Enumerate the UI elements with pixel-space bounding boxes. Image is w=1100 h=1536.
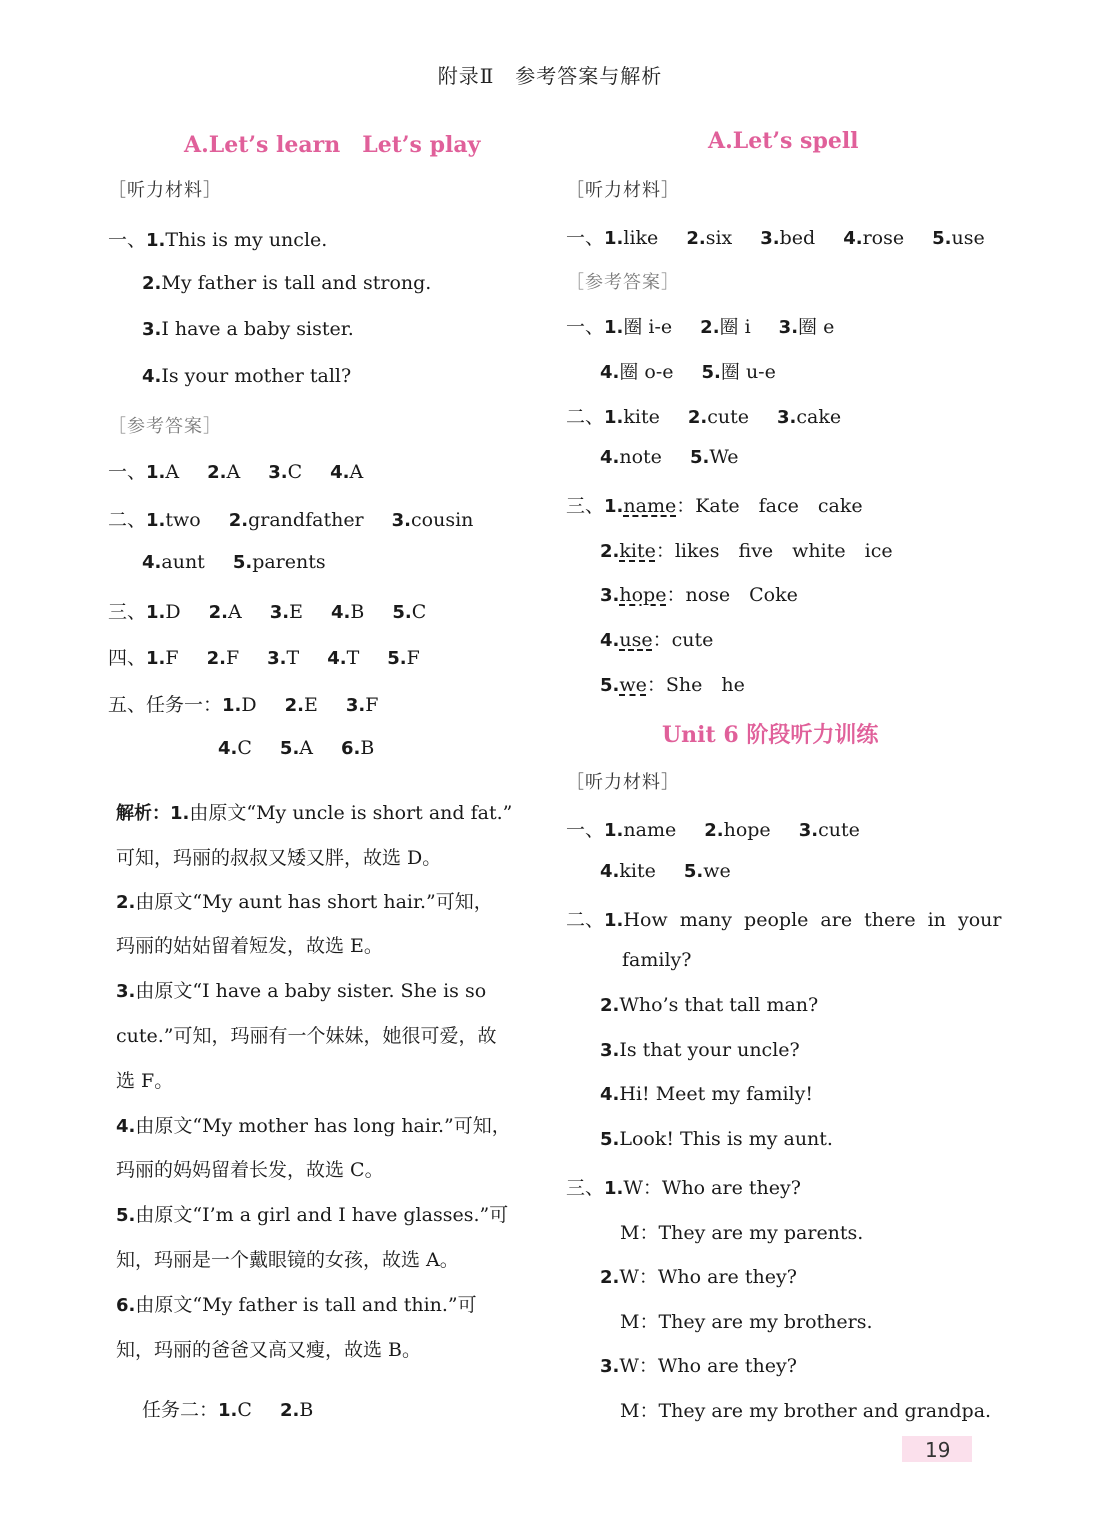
unit6-part2-1: 二、1.How many people are there in your bbox=[566, 909, 1002, 931]
spell-listen-row: 一、1.like 2.six 3.bed 4.rose 5.use bbox=[566, 227, 985, 249]
unit6-part2-1b: family? bbox=[622, 949, 692, 971]
task-two-answers: 任务二：1.C 2.B bbox=[142, 1399, 314, 1421]
analysis-4: 4.由原文“My mother has long hair.”可知， bbox=[116, 1115, 511, 1137]
listen-line-1: 一、1.This is my uncle. bbox=[108, 229, 328, 251]
answer-row-2b: 4.aunt 5.parents bbox=[142, 551, 326, 573]
analysis-1b: 可知，玛丽的叔叔又矮又胖，故选 D。 bbox=[116, 847, 442, 869]
analysis-5: 5.由原文“I’m a girl and I have glasses.”可 bbox=[116, 1204, 509, 1226]
spell-answer-3-5: 5.we：She he bbox=[600, 674, 745, 696]
answer-row-5b: 4.C 5.A 6.B bbox=[218, 737, 375, 759]
unit6-part3-3: 3.W：Who are they? bbox=[600, 1355, 797, 1377]
analysis-6b: 知，玛丽的爸爸又高又瘦，故选 B。 bbox=[116, 1339, 422, 1361]
spell-answer-1b: 4.圈 o-e 5.圈 u-e bbox=[600, 361, 776, 383]
unit6-part2-5: 5.Look! This is my aunt. bbox=[600, 1128, 833, 1150]
analysis-4b: 玛丽的妈妈留着长发，故选 C。 bbox=[116, 1159, 384, 1181]
unit6-part2-3: 3.Is that your uncle? bbox=[600, 1039, 800, 1061]
spell-answer-3-1: 三、1.name：Kate face cake bbox=[566, 495, 863, 517]
listen-line-4: 4.Is your mother tall? bbox=[142, 365, 352, 387]
section-title-lets-spell: A.Let’s spell bbox=[708, 128, 859, 154]
analysis-1: 解析：1.由原文“My uncle is short and fat.” bbox=[116, 802, 513, 824]
analysis-2: 2.由原文“My aunt has short hair.”可知， bbox=[116, 891, 493, 913]
analysis-5b: 知，玛丽是一个戴眼镜的女孩，故选 A。 bbox=[116, 1249, 459, 1271]
tag-listening-material: ［听力材料］ bbox=[108, 180, 222, 201]
tag-listening-material-3: ［听力材料］ bbox=[566, 772, 680, 793]
spell-answer-3-4: 4.use：cute bbox=[600, 629, 714, 651]
section-title-unit6: Unit 6 阶段听力训练 bbox=[662, 722, 879, 748]
page-header: 附录Ⅱ 参考答案与解析 bbox=[437, 64, 663, 88]
analysis-6: 6.由原文“My father is tall and thin.”可 bbox=[116, 1294, 477, 1316]
answer-row-4: 四、1.F 2.F 3.T 4.T 5.F bbox=[108, 647, 420, 669]
unit6-part3-2b: M：They are my brothers. bbox=[620, 1311, 873, 1333]
spell-answer-2: 二、1.kite 2.cute 3.cake bbox=[566, 406, 842, 428]
tag-listening-material-2: ［听力材料］ bbox=[566, 180, 680, 201]
unit6-part3-2: 2.W：Who are they? bbox=[600, 1266, 797, 1288]
answer-row-1: 一、1.A 2.A 3.C 4.A bbox=[108, 461, 364, 483]
answer-row-5: 五、任务一：1.D 2.E 3.F bbox=[108, 694, 379, 716]
section-title-lets-learn: A.Let’s learn Let’s play bbox=[184, 132, 481, 158]
spell-answer-2b: 4.note 5.We bbox=[600, 446, 739, 468]
tag-reference-answer-2: ［参考答案］ bbox=[566, 272, 680, 293]
listen-line-2: 2.My father is tall and strong. bbox=[142, 272, 432, 294]
analysis-3: 3.由原文“I have a baby sister. She is so bbox=[116, 980, 487, 1002]
page-number: 19 bbox=[925, 1438, 951, 1462]
unit6-part2-2: 2.Who’s that tall man? bbox=[600, 994, 819, 1016]
analysis-3b: cute.”可知，玛丽有一个妹妹，她很可爱，故 bbox=[116, 1025, 497, 1047]
listen-line-3: 3.I have a baby sister. bbox=[142, 318, 354, 340]
unit6-part2-4: 4.Hi! Meet my family! bbox=[600, 1083, 814, 1105]
analysis-3c: 选 F。 bbox=[116, 1070, 174, 1092]
unit6-part1b: 4.kite 5.we bbox=[600, 860, 731, 882]
unit6-part1: 一、1.name 2.hope 3.cute bbox=[566, 819, 860, 841]
analysis-2b: 玛丽的姑姑留着短发，故选 E。 bbox=[116, 935, 383, 957]
answer-row-2: 二、1.two 2.grandfather 3.cousin bbox=[108, 509, 474, 531]
tag-reference-answer: ［参考答案］ bbox=[108, 416, 222, 437]
spell-answer-1: 一、1.圈 i-e 2.圈 i 3.圈 e bbox=[566, 316, 835, 338]
answer-row-3: 三、1.D 2.A 3.E 4.B 5.C bbox=[108, 601, 427, 623]
spell-answer-3-2: 2.kite：likes five white ice bbox=[600, 540, 893, 562]
unit6-part3-3b: M：They are my brother and grandpa. bbox=[620, 1400, 992, 1422]
unit6-part3-1b: M：They are my parents. bbox=[620, 1222, 864, 1244]
unit6-part3-1: 三、1.W：Who are they? bbox=[566, 1177, 801, 1199]
spell-answer-3-3: 3.hope：nose Coke bbox=[600, 584, 798, 606]
